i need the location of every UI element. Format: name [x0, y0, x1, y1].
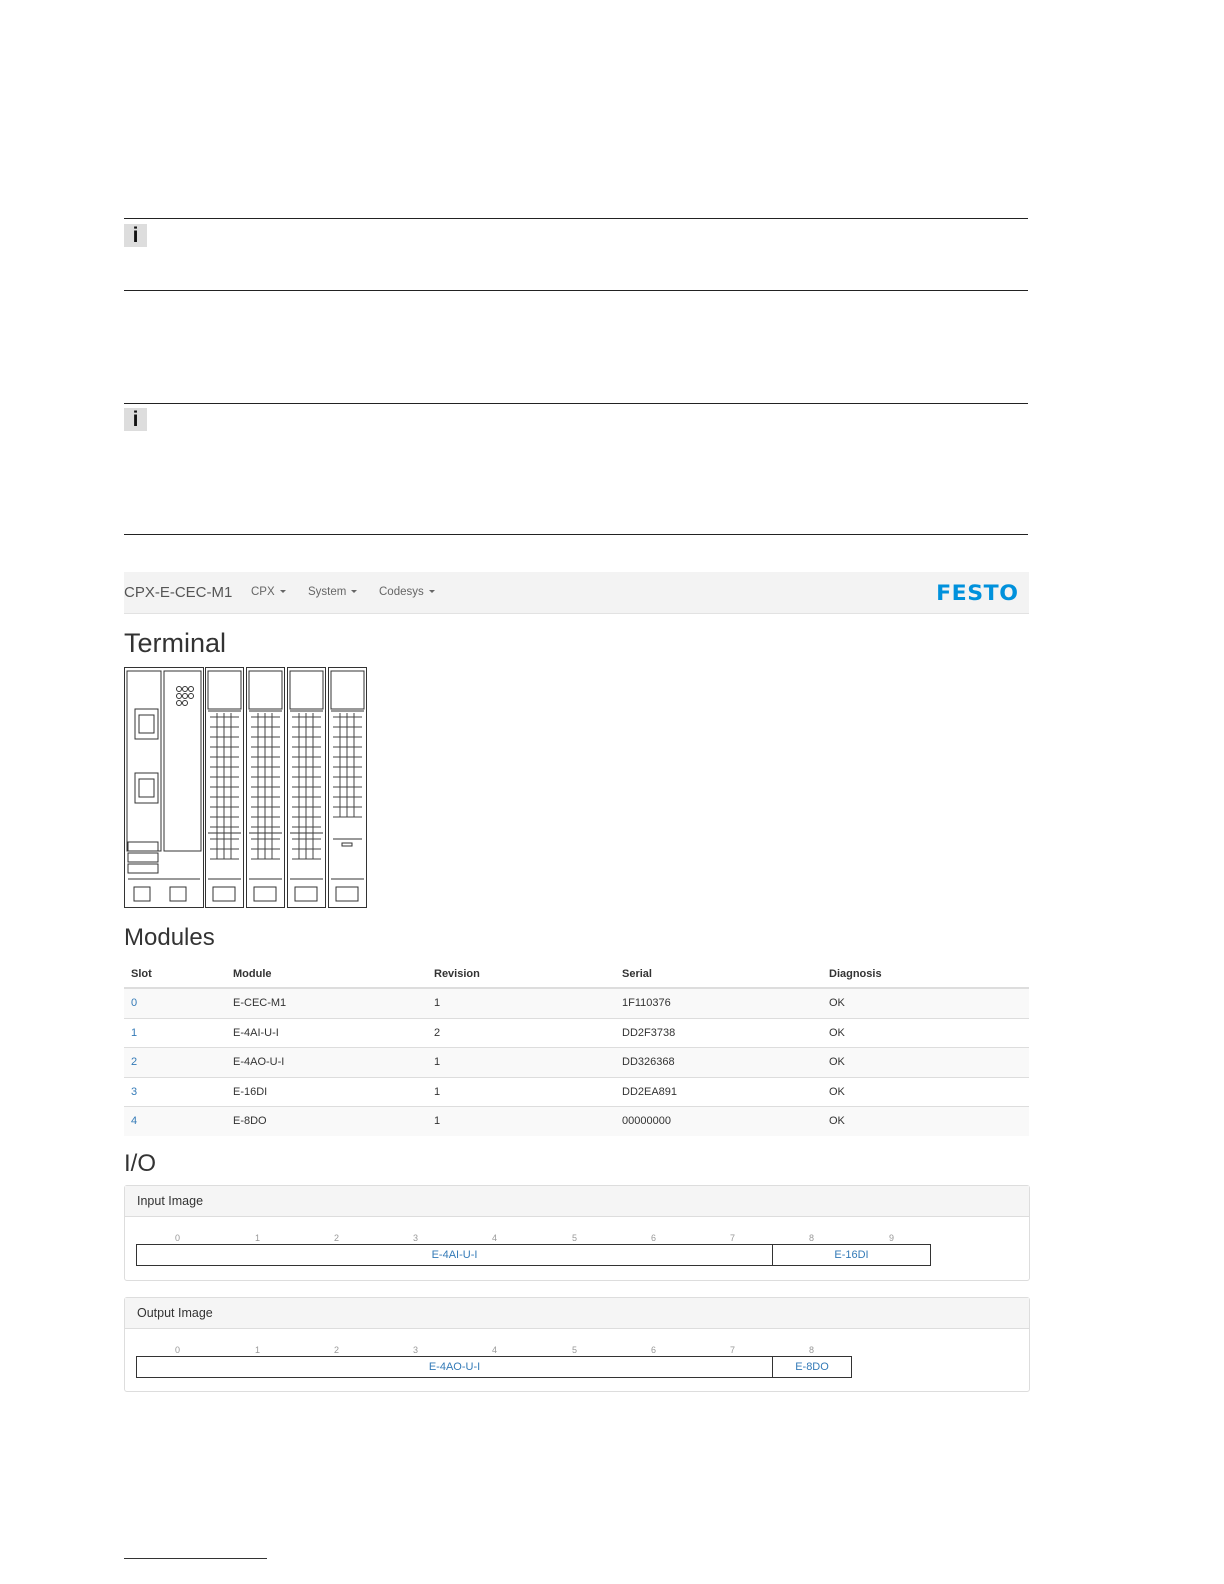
diagnosis-cell: OK — [822, 1018, 1029, 1048]
output-image-bar — [136, 1356, 852, 1378]
tick-label: 2 — [334, 1233, 340, 1243]
segment-e-8do[interactable]: E-8DO — [795, 1361, 829, 1373]
slot-link[interactable]: 4 — [124, 1107, 226, 1136]
tick-label: 8 — [809, 1345, 815, 1355]
revision-cell: 1 — [427, 1077, 615, 1107]
column-header: Serial — [615, 960, 822, 988]
module-cell: E-4AI-U-I — [226, 1018, 427, 1048]
tick-label: 7 — [730, 1233, 736, 1243]
serial-cell: DD2F3738 — [615, 1018, 822, 1048]
info-icon: i — [124, 408, 147, 431]
diagnosis-cell: OK — [822, 1107, 1029, 1136]
festo-logo[interactable]: FESTO — [935, 581, 1018, 605]
module-cell: E-4AO-U-I — [226, 1048, 427, 1078]
input-image-bar — [136, 1244, 931, 1266]
column-header: Diagnosis — [822, 960, 1029, 988]
footnote-rule — [124, 1558, 267, 1559]
table-row — [124, 1077, 1029, 1107]
table-row — [124, 1018, 1029, 1048]
caret-down-icon — [280, 590, 286, 593]
segment-e-4ai-u-i[interactable]: E-4AI-U-I — [137, 1245, 773, 1265]
info-icon: i — [124, 224, 147, 247]
table-row — [124, 1107, 1029, 1136]
tick-label: 4 — [492, 1233, 498, 1243]
revision-cell: 1 — [427, 988, 615, 1018]
output-image-panel — [124, 1297, 1030, 1392]
slot-link[interactable]: 1 — [124, 1018, 226, 1048]
tick-label: 8 — [809, 1233, 815, 1243]
tick-label: 3 — [413, 1345, 419, 1355]
column-header: Module — [226, 960, 427, 988]
tick-label: 0 — [175, 1345, 181, 1355]
column-header: Slot — [124, 960, 226, 988]
navbar — [124, 572, 1029, 614]
tick-label: 0 — [175, 1233, 181, 1243]
tick-label: 5 — [572, 1345, 578, 1355]
tick-label: 4 — [492, 1345, 498, 1355]
note-top-rule-1 — [124, 218, 1028, 219]
revision-cell: 2 — [427, 1018, 615, 1048]
module-cell: E-8DO — [226, 1107, 427, 1136]
menu-codesys[interactable] — [379, 586, 435, 598]
table-header-row — [124, 960, 1029, 988]
input-image-panel — [124, 1185, 1030, 1281]
tick-label: 5 — [572, 1233, 578, 1243]
module-cell: E-16DI — [226, 1077, 427, 1107]
table-row — [124, 1048, 1029, 1078]
serial-cell: 1F110376 — [615, 988, 822, 1018]
menu-label: Codesys — [379, 586, 424, 598]
note-top-rule-2 — [124, 403, 1028, 404]
menu-label: CPX — [251, 586, 275, 598]
serial-cell: 00000000 — [615, 1107, 822, 1136]
terminal-illustration — [124, 667, 367, 910]
modules-table — [124, 960, 1029, 1136]
revision-cell: 1 — [427, 1107, 615, 1136]
diagnosis-cell: OK — [822, 1048, 1029, 1078]
diagnosis-cell: OK — [822, 988, 1029, 1018]
slot-link[interactable]: 2 — [124, 1048, 226, 1078]
segment-e-4ao-u-i[interactable]: E-4AO-U-I — [137, 1357, 773, 1377]
revision-cell: 1 — [427, 1048, 615, 1078]
segment-e-16di[interactable]: E-16DI — [834, 1249, 869, 1261]
menu-label: System — [308, 586, 347, 598]
io-heading: I/O — [124, 1150, 157, 1177]
note-bottom-rule-1 — [124, 290, 1028, 291]
tick-label: 9 — [889, 1233, 895, 1243]
column-header: Revision — [427, 960, 615, 988]
modules-heading: Modules — [124, 924, 215, 951]
tick-label: 2 — [334, 1345, 340, 1355]
tick-label: 7 — [730, 1345, 736, 1355]
menu-cpx[interactable] — [251, 586, 286, 598]
tick-label: 3 — [413, 1233, 419, 1243]
table-row — [124, 988, 1029, 1018]
terminal-heading: Terminal — [124, 628, 227, 658]
diagnosis-cell: OK — [822, 1077, 1029, 1107]
serial-cell: DD326368 — [615, 1048, 822, 1078]
menu-system[interactable] — [308, 586, 357, 598]
tick-label: 1 — [255, 1345, 261, 1355]
module-cell: E-CEC-M1 — [226, 988, 427, 1018]
panel-title: Output Image — [125, 1298, 1029, 1329]
caret-down-icon — [351, 590, 357, 593]
serial-cell: DD2EA891 — [615, 1077, 822, 1107]
panel-title: Input Image — [125, 1186, 1029, 1217]
tick-label: 6 — [651, 1233, 657, 1243]
slot-link[interactable]: 0 — [124, 988, 226, 1018]
slot-link[interactable]: 3 — [124, 1077, 226, 1107]
tick-label: 1 — [255, 1233, 261, 1243]
note-bottom-rule-2 — [124, 534, 1028, 535]
tick-label: 6 — [651, 1345, 657, 1355]
navbar-brand[interactable]: CPX-E-CEC-M1 — [124, 584, 233, 601]
caret-down-icon — [429, 590, 435, 593]
